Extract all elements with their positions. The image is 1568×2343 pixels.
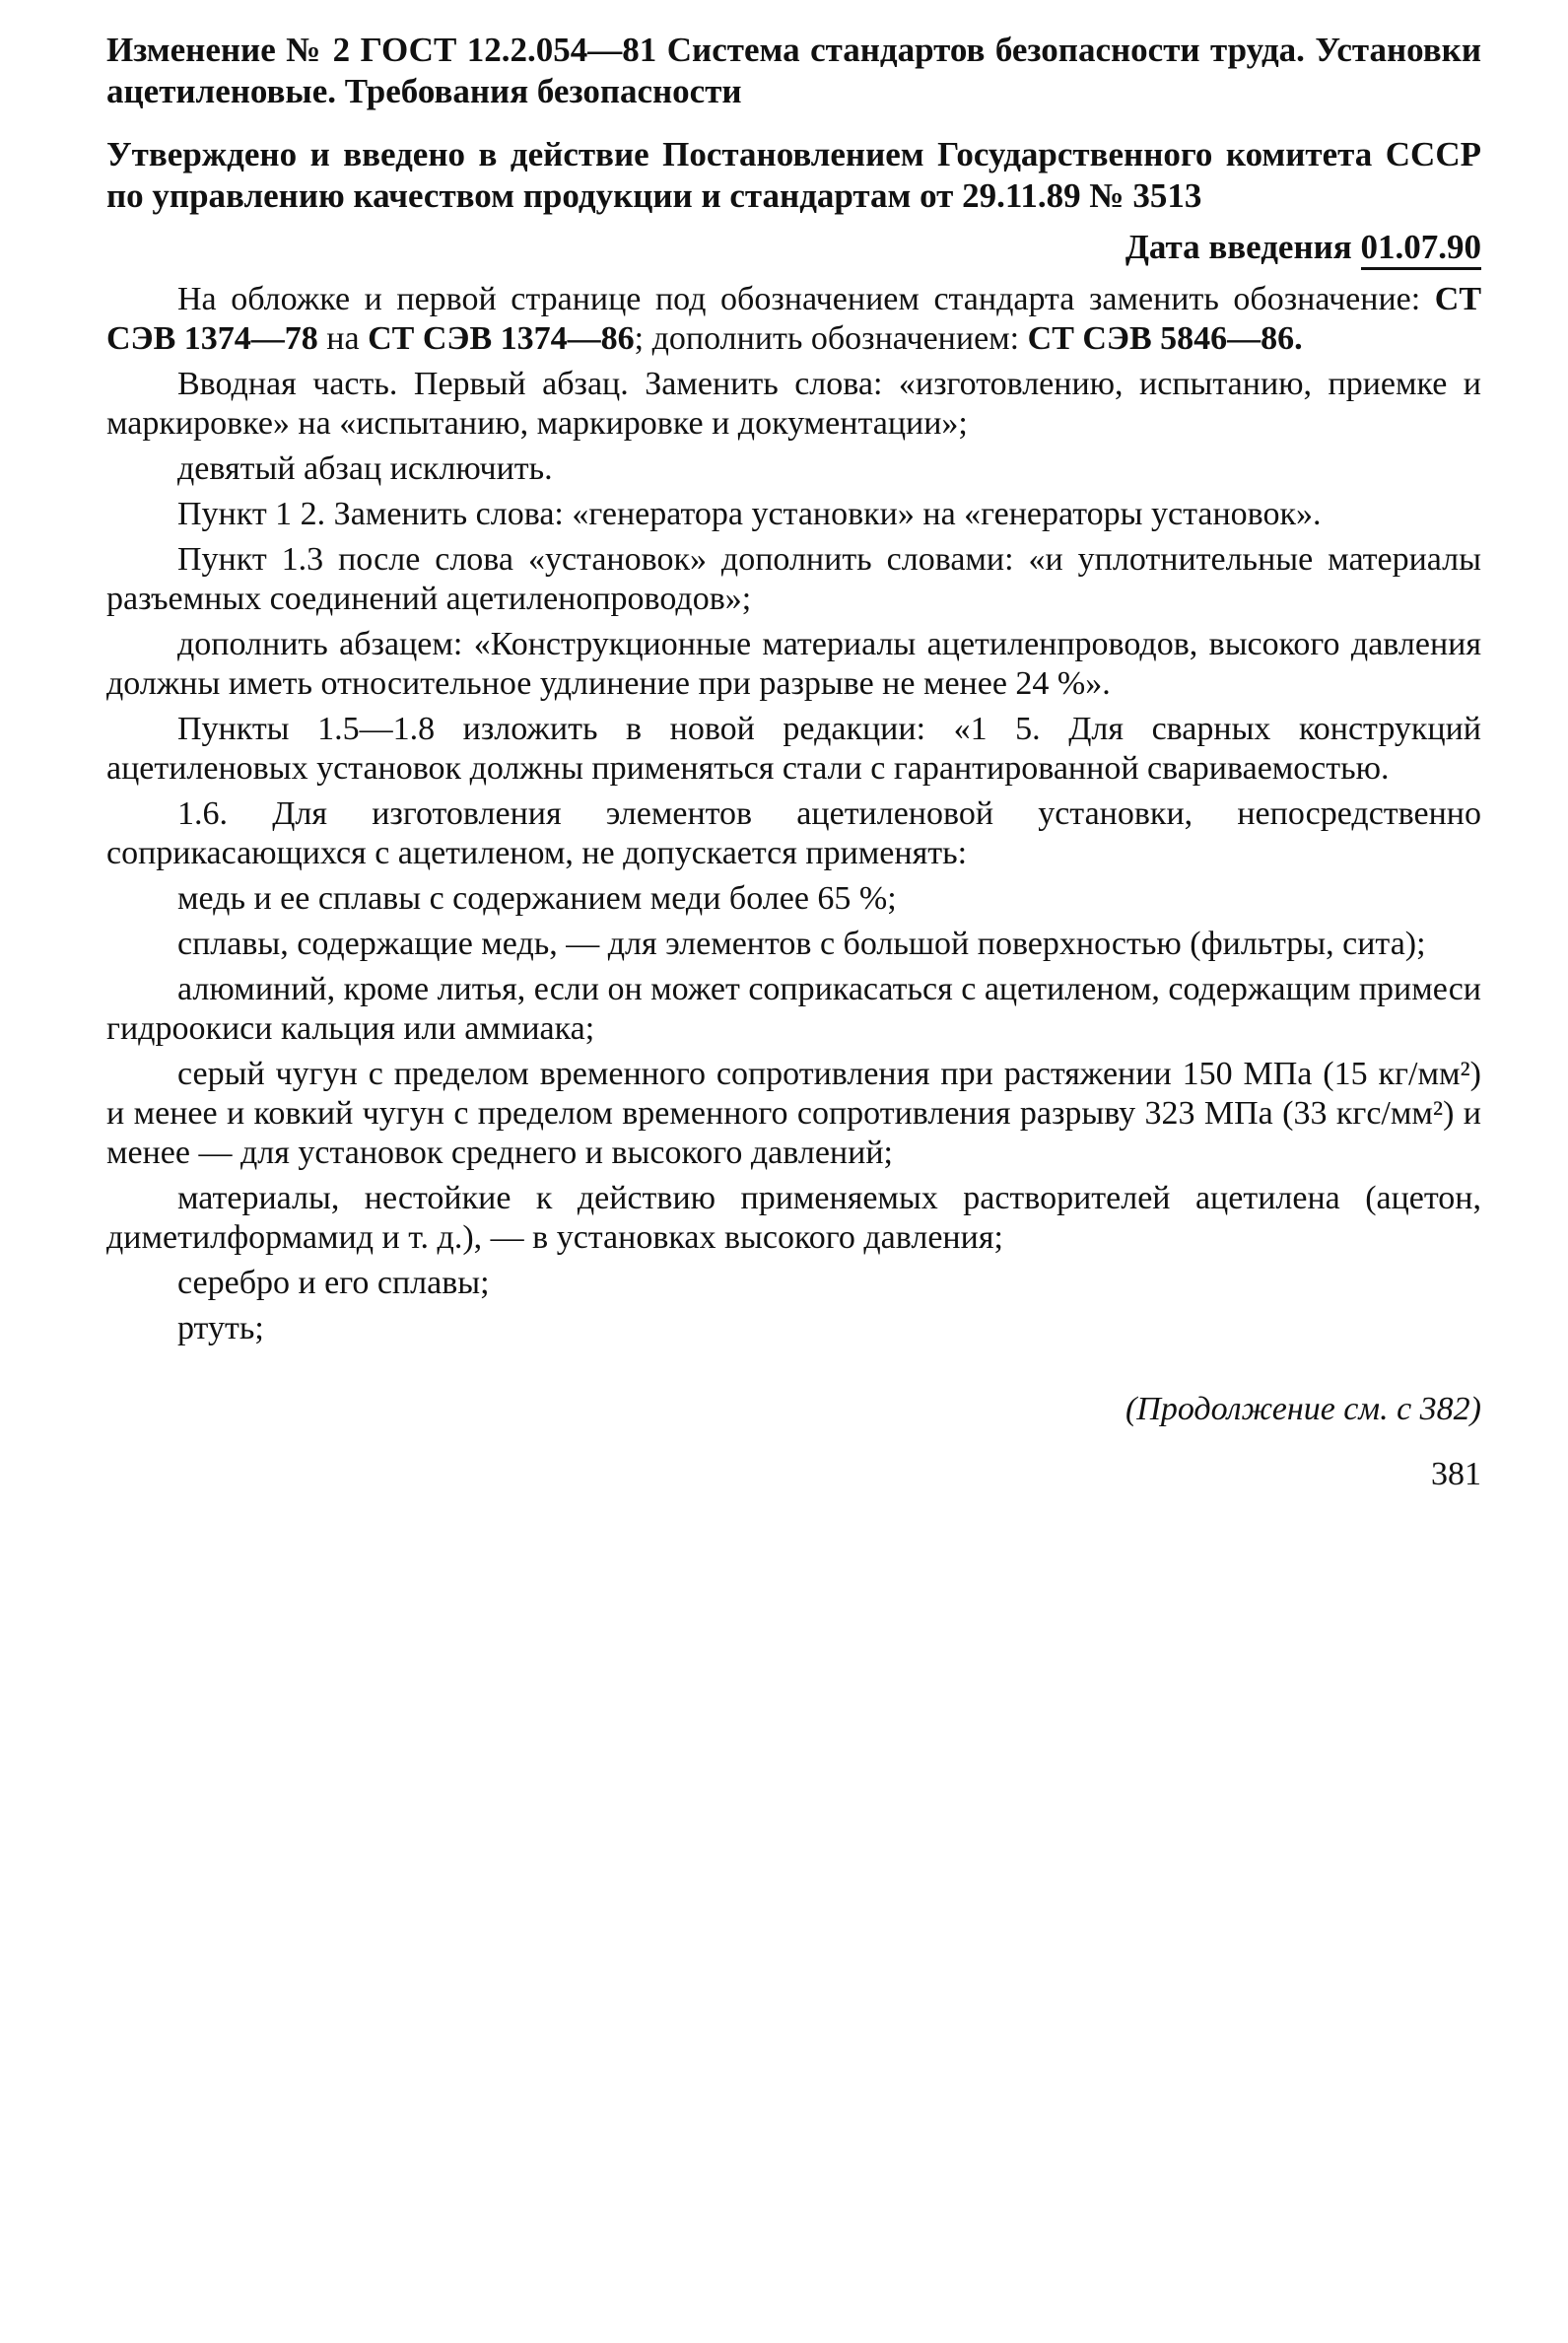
p1-new-designation: СТ СЭВ 1374—86 bbox=[368, 320, 635, 357]
paragraph-intro-part: Вводная часть. Первый абзац. Заменить слова: «изготовлению, испытанию, приемке и маркировке» на «испытанию, маркировке и документации»; bbox=[106, 366, 1481, 442]
effective-date-value: 01.07.90 bbox=[1361, 228, 1482, 270]
paragraph-items-1-5-1-8: Пункты 1.5—1.8 изложить в новой редакции: «1 5. Для сварных конструкций ацетиленовых установок должны применяться стали с гарантированной свариваемостью. bbox=[106, 711, 1481, 787]
list-item-cast-iron: серый чугун с пределом временного сопротивления при растяжении 150 МПа (15 кг/мм²) и менее и ковкий чугун с пределом временного сопротивления разрыву 323 МПа (33 кгс/мм²) и менее — для установок среднего и высокого давлений; bbox=[106, 1056, 1481, 1171]
list-item-copper-alloys: сплавы, содержащие медь, — для элементов с большой поверхностью (фильтры, сита); bbox=[177, 926, 1426, 962]
paragraph-item-1-6: 1.6. Для изготовления элементов ацетиленовой установки, непосредственно соприкасающихся с ацетиленом, не допускается применять: bbox=[106, 795, 1481, 871]
document-body bbox=[106, 280, 1481, 1348]
list-item-copper: медь и ее сплавы с содержанием меди более 65 %; bbox=[177, 880, 897, 917]
paragraph-add-materials: дополнить абзацем: «Конструкционные материалы ацетиленпроводов, высокого давления должны иметь относительное удлинение при разрыве не менее 24 %». bbox=[106, 626, 1481, 702]
effective-date-label: Дата введения bbox=[1125, 228, 1352, 266]
document-page bbox=[106, 30, 1481, 1494]
paragraph-item-1-3: Пункт 1.3 после слова «установок» дополнить словами: «и уплотнительные материалы разъемных соединений ацетиленопроводов»; bbox=[106, 541, 1481, 617]
p1-text-e: ; дополнить обозначением: bbox=[634, 320, 1028, 357]
list-item-solvent-materials: материалы, нестойкие к действию применяемых растворителей ацетилена (ацетон, диметилформамид и т. д.), — в установках высокого давления; bbox=[106, 1180, 1481, 1256]
continuation-note: (Продолжение см. с 382) bbox=[1125, 1391, 1481, 1427]
list-item-mercury: ртуть; bbox=[177, 1310, 264, 1346]
approval-statement: Утверждено и введено в действие Постановлением Государственного комитета СССР по управлению качеством продукции и стандартам от 29.11.89 № 3513 bbox=[106, 135, 1481, 215]
p1-old-designation: СТ СЭВ 1374—78 bbox=[106, 281, 1481, 357]
p1-text-a: На обложке и первой странице под обозначением стандарта заменить обозначение: bbox=[177, 281, 1435, 317]
p1-text-c: на bbox=[317, 320, 369, 357]
paragraph-ninth-removed: девятый абзац исключить. bbox=[177, 450, 553, 487]
paragraph-item-1-2: Пункт 1 2. Заменить слова: «генератора установки» на «генераторы установок». bbox=[177, 496, 1322, 532]
page-number: 381 bbox=[1431, 1456, 1481, 1492]
effective-date bbox=[106, 227, 1481, 268]
document-title: Изменение № 2 ГОСТ 12.2.054—81 Система стандартов безопасности труда. Установки ацетиленовые. Требования безопасности bbox=[106, 31, 1481, 110]
p1-added-designation: СТ СЭВ 5846—86. bbox=[1027, 320, 1303, 357]
list-item-aluminium: алюминий, кроме литья, если он может соприкасаться с ацетиленом, содержащим примеси гидроокиси кальция или аммиака; bbox=[106, 971, 1481, 1047]
paragraph-cover-designation bbox=[106, 280, 1481, 359]
list-item-silver: серебро и его сплавы; bbox=[177, 1265, 490, 1301]
